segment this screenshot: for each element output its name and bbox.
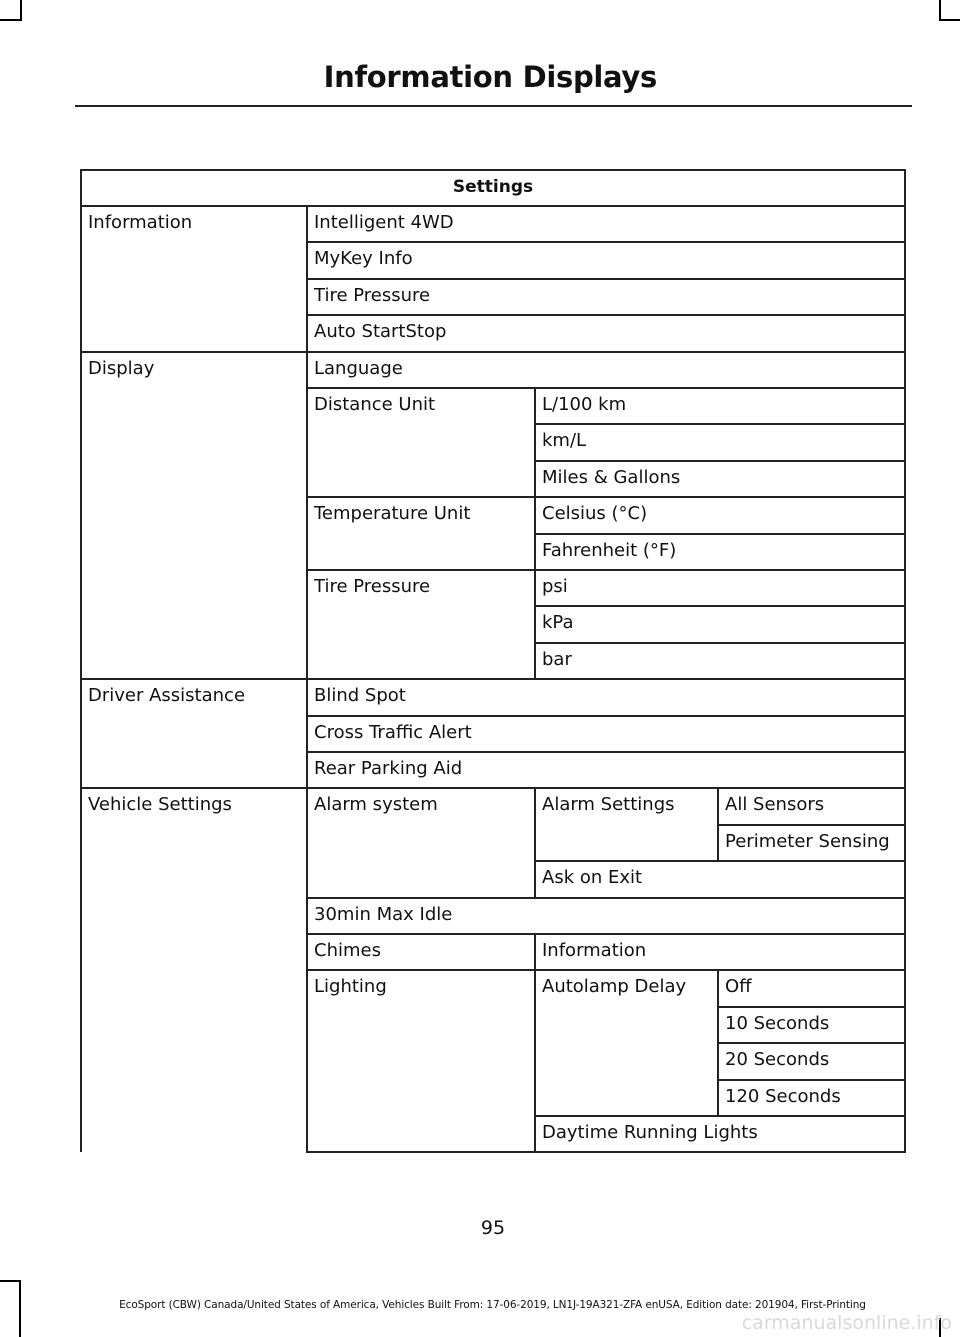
option-cell: kPa — [542, 612, 574, 634]
category-cell: Driver Assistance — [88, 685, 246, 707]
setting-cell: Lighting — [314, 976, 387, 998]
row-rule — [534, 533, 906, 535]
crop-mark — [939, 0, 941, 20]
sub-option-cell: All Sensors — [725, 794, 825, 816]
row-rule — [534, 460, 906, 462]
sub-option-cell: 120 Seconds — [725, 1085, 841, 1107]
row-rule — [306, 933, 906, 935]
row-rule — [80, 787, 906, 789]
crop-mark — [0, 19, 22, 21]
table-bottom-rule — [306, 1151, 906, 1153]
option-cell: Fahrenheit (°F) — [542, 539, 677, 561]
setting-cell: Blind Spot — [314, 685, 406, 707]
setting-cell: Rear Parking Aid — [314, 758, 463, 779]
page-number: 95 — [480, 1217, 506, 1239]
option-cell: Ask on Exit — [542, 867, 643, 889]
settings-table — [80, 169, 906, 1153]
crop-mark — [20, 0, 22, 20]
setting-cell: Chimes — [314, 940, 381, 961]
setting-cell: Alarm system — [314, 794, 438, 816]
row-rule — [306, 314, 906, 316]
option-cell: Miles & Gallons — [542, 466, 681, 488]
watermark: carmanualsonline.info — [741, 1312, 952, 1334]
row-rule — [306, 241, 906, 243]
row-rule — [306, 569, 906, 571]
row-rule — [306, 751, 906, 753]
setting-cell: Language — [314, 357, 403, 379]
setting-cell: Tire Pressure — [314, 284, 431, 306]
table-top-rule — [80, 169, 906, 171]
caption-rule — [80, 205, 906, 207]
row-rule — [80, 351, 906, 353]
footer-text: EcoSport (CBW) Canada/United States of America, Vehicles Built From: 17-06-2019, LN1J-19A321-ZFA enUSA, Edition date: 201904, First-Printing — [119, 1299, 866, 1311]
option-cell: Daytime Running Lights — [542, 1122, 758, 1143]
setting-cell: Auto StartStop — [314, 321, 447, 343]
row-rule — [534, 605, 906, 607]
row-rule — [306, 897, 906, 899]
category-cell: Vehicle Settings — [88, 794, 232, 816]
option-cell: psi — [542, 576, 568, 597]
row-rule — [534, 1115, 906, 1117]
header-divider — [75, 105, 912, 107]
sub-option-cell: Perimeter Sensing — [725, 830, 890, 852]
row-rule — [717, 1042, 906, 1044]
column-rule — [717, 969, 719, 1115]
setting-cell: Cross Traffic Alert — [314, 721, 472, 743]
row-rule — [306, 715, 906, 717]
column-rule — [306, 205, 308, 1152]
option-cell: bar — [542, 648, 572, 670]
row-rule — [717, 1006, 906, 1008]
sub-option-cell: 20 Seconds — [725, 1049, 830, 1071]
row-rule — [306, 496, 906, 498]
row-rule — [717, 1079, 906, 1081]
setting-cell: Intelligent 4WD — [314, 212, 454, 233]
row-rule — [306, 278, 906, 280]
row-rule — [534, 860, 906, 862]
row-rule — [717, 824, 906, 826]
table-right-rule — [904, 169, 906, 1151]
sub-option-cell: Off — [725, 976, 752, 998]
row-rule — [534, 423, 906, 425]
column-rule — [534, 933, 536, 1151]
setting-cell: Temperature Unit — [314, 503, 471, 525]
option-cell: L/100 km — [542, 394, 627, 415]
option-cell: km/L — [542, 430, 587, 452]
row-rule — [306, 387, 906, 389]
setting-cell: MyKey Info — [314, 248, 413, 270]
column-rule — [534, 787, 536, 896]
option-cell: Alarm Settings — [542, 794, 675, 816]
row-rule — [306, 969, 906, 971]
option-cell: Autolamp Delay — [542, 976, 687, 998]
category-cell: Information — [88, 212, 193, 233]
crop-mark — [939, 19, 960, 21]
crop-mark — [0, 1280, 20, 1282]
sub-option-cell: 10 Seconds — [725, 1012, 830, 1034]
column-rule — [717, 787, 719, 860]
setting-cell: 30min Max Idle — [314, 903, 453, 925]
setting-cell: Distance Unit — [314, 394, 436, 415]
category-cell: Display — [88, 357, 155, 379]
option-cell: Information — [542, 940, 647, 961]
page-title: Information Displays — [323, 60, 657, 94]
table-left-rule — [80, 169, 82, 1152]
setting-cell: Tire Pressure — [314, 576, 431, 597]
row-rule — [534, 642, 906, 644]
option-cell: Celsius (°C) — [542, 503, 648, 525]
table-caption: Settings — [452, 177, 534, 197]
row-rule — [80, 678, 906, 680]
column-rule — [534, 387, 536, 678]
